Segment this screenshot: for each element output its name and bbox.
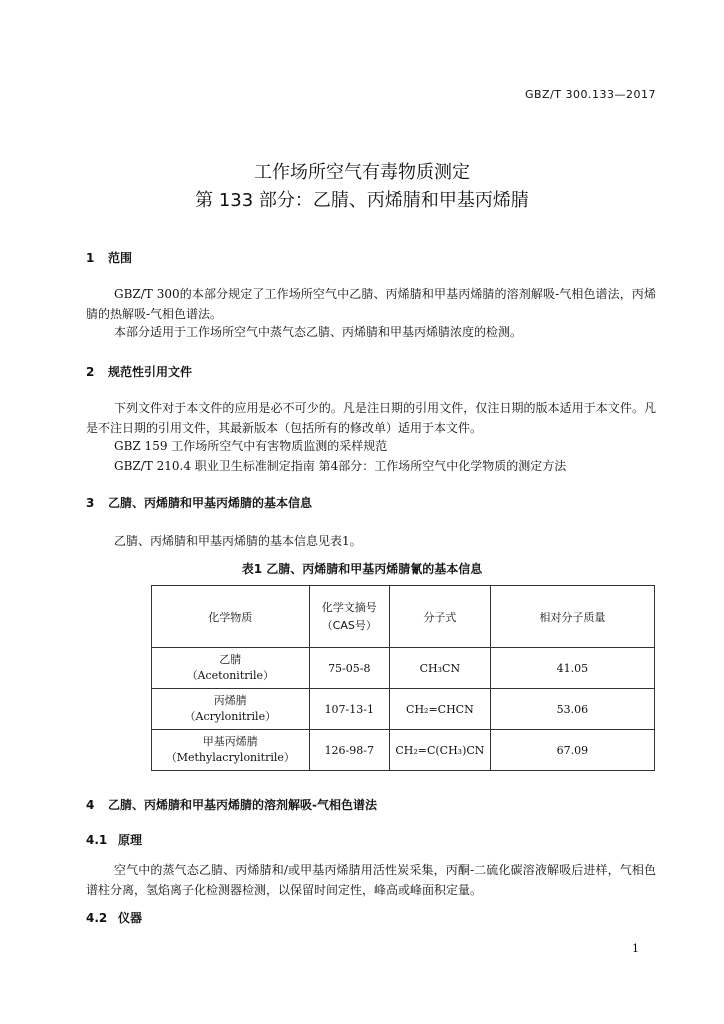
- formula: CH₂=C(CH₃)CN: [389, 730, 490, 771]
- chemical-name-en: （Acrylonitrile）: [184, 710, 277, 723]
- section-title: 范围: [108, 251, 133, 265]
- paragraph: 乙腈、丙烯腈和甲基丙烯腈的基本信息见表1。: [114, 534, 362, 548]
- paragraph: 空气中的蒸气态乙腈、丙烯腈和/或甲基丙烯腈用活性炭采集，丙酮-二硫化碳溶液解吸后进样，气相色谱柱分离，氢焰离子化检测器检测，以保留时间定性，峰高或峰面积定量。: [86, 863, 656, 897]
- molecular-weight: 67.09: [490, 730, 654, 771]
- section-number: 2: [86, 365, 95, 379]
- section-number: 4.1: [86, 833, 108, 847]
- chemical-name: 丙烯腈: [213, 694, 247, 707]
- section-3-heading: [86, 494, 312, 511]
- section-title: 乙腈、丙烯腈和甲基丙烯腈的基本信息: [108, 496, 313, 510]
- basic-info-table: [151, 585, 655, 771]
- chemical-name-en: （Methylacrylonitrile）: [165, 751, 295, 764]
- reference-item: GBZ 159 工作场所空气中有害物质监测的采样规范: [114, 439, 388, 453]
- section-number: 3: [86, 496, 95, 510]
- section-title: 乙腈、丙烯腈和甲基丙烯腈的溶剂解吸-气相色谱法: [108, 798, 377, 812]
- header-chemical: 化学物质: [152, 586, 310, 648]
- reference-item: GBZ/T 210.4 职业卫生标准制定指南 第4部分：工作场所空气中化学物质的测定方法: [114, 459, 567, 473]
- paragraph: 本部分适用于工作场所空气中蒸气态乙腈、丙烯腈和甲基丙烯腈浓度的检测。: [114, 325, 523, 339]
- section-number: 1: [86, 251, 95, 265]
- section-4-heading: [86, 796, 377, 813]
- molecular-weight: 53.06: [490, 689, 654, 730]
- table-header-row: [152, 586, 655, 648]
- chemical-name-en: （Acetonitrile）: [186, 669, 275, 682]
- section-1-heading: [86, 249, 132, 266]
- header-mw: 相对分子质量: [490, 586, 654, 648]
- section-title: 原理: [118, 833, 143, 847]
- section-number: 4.2: [86, 911, 108, 925]
- cas-number: 126-98-7: [309, 730, 389, 771]
- page-number: 1: [632, 942, 639, 955]
- section-title: 规范性引用文件: [108, 365, 193, 379]
- section-4-1-heading: [86, 831, 142, 848]
- paragraph: 下列文件对于本文件的应用是必不可少的。凡是注日期的引用文件，仅注日期的版本适用于本文件。凡是不注日期的引用文件，其最新版本（包括所有的修改单）适用于本文件。: [86, 401, 656, 435]
- table-caption: 表1 乙腈、丙烯腈和甲基丙烯腈氰的基本信息: [241, 562, 483, 576]
- paragraph: GBZ/T 300的本部分规定了工作场所空气中乙腈、丙烯腈和甲基丙烯腈的溶剂解吸-气相色谱法，丙烯腈的热解吸-气相色谱法。: [86, 287, 656, 321]
- section-title: 仪器: [118, 911, 143, 925]
- cas-number: 107-13-1: [309, 689, 389, 730]
- section-2-heading: [86, 363, 192, 380]
- header-cas: 化学文摘号 （CAS号）: [309, 586, 389, 648]
- chemical-name: 甲基丙烯腈: [202, 735, 258, 748]
- section-number: 4: [86, 798, 95, 812]
- standard-code: GBZ/T 300.133—2017: [524, 88, 656, 101]
- table-row: [152, 648, 655, 689]
- formula: CH₃CN: [389, 648, 490, 689]
- molecular-weight: 41.05: [490, 648, 654, 689]
- chemical-name: 乙腈: [219, 653, 242, 666]
- table-row: [152, 689, 655, 730]
- table-row: [152, 730, 655, 771]
- cas-number: 75-05-8: [309, 648, 389, 689]
- formula: CH₂=CHCN: [389, 689, 490, 730]
- header-formula: 分子式: [389, 586, 490, 648]
- document-title: 工作场所空气有毒物质测定: [254, 162, 470, 183]
- document-subtitle: 第 133 部分：乙腈、丙烯腈和甲基丙烯腈: [195, 190, 529, 211]
- section-4-2-heading: [86, 909, 142, 926]
